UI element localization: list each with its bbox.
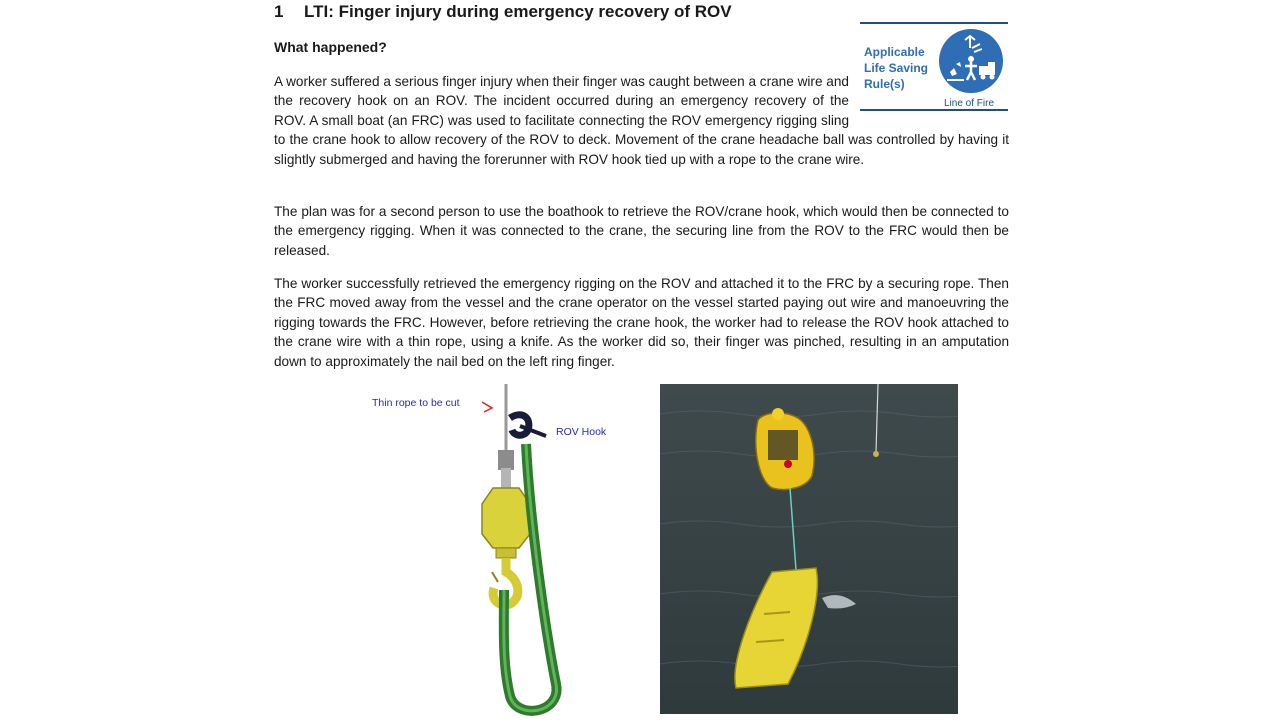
crane-hook-diagram [370,384,620,720]
annotation-rov-hook: ROV Hook [556,426,607,438]
frc-rov-photo [660,384,958,714]
section-heading [274,2,732,22]
paragraph-1: A worker suffered a serious finger injury when their finger was caught between a crane wire and the recovery hook on an ROV. The incident occurred during an emergency recovery of the ROV. A small boat (an FRC) was used to facilitate connecting the ROV emergency rigging sling to the crane hook to allow recovery of the ROV to deck. Movement of the crane headache ball was controlled by having it slightly submerged and having the forerunner with ROV hook tied up with a rope to the crane wire. [274,74,1009,167]
life-saving-rule-box [860,22,1008,111]
incident-photo [660,384,958,714]
life-saving-rule-label: Applicable Life Saving Rule(s) [864,45,929,91]
life-saving-rule-caption: Line of Fire [944,98,995,109]
paragraph-3: The worker successfully retrieved the emergency rigging on the ROV and attached it to the FRC by a securing rope. Then the FRC moved away from the vessel and the crane operator on the vessel started paying out wire and manoeuvring the rigging towards the FRC. However, before retrieving the crane hook, the worker had to release the ROV hook attached to the crane wire with a thin rope, using a knife. As the worker did so, their finger was pinched, resulting in an amputation down to approximately the nail bed on the left ring finger. [274,276,1009,369]
section-number: 1 [274,2,284,21]
subheading: What happened? [274,39,387,55]
line-of-fire-icon [938,28,1004,94]
annotation-thin-rope: Thin rope to be cut [372,397,460,409]
paragraph-2: The plan was for a second person to use the boathook to retrieve the ROV/crane hook, which would then be connected to the emergency rigging. When it was connected to the crane, the securing line from the ROV to the FRC would then be released. [274,204,1009,258]
section-title: LTI: Finger injury during emergency recovery of ROV [304,2,732,21]
